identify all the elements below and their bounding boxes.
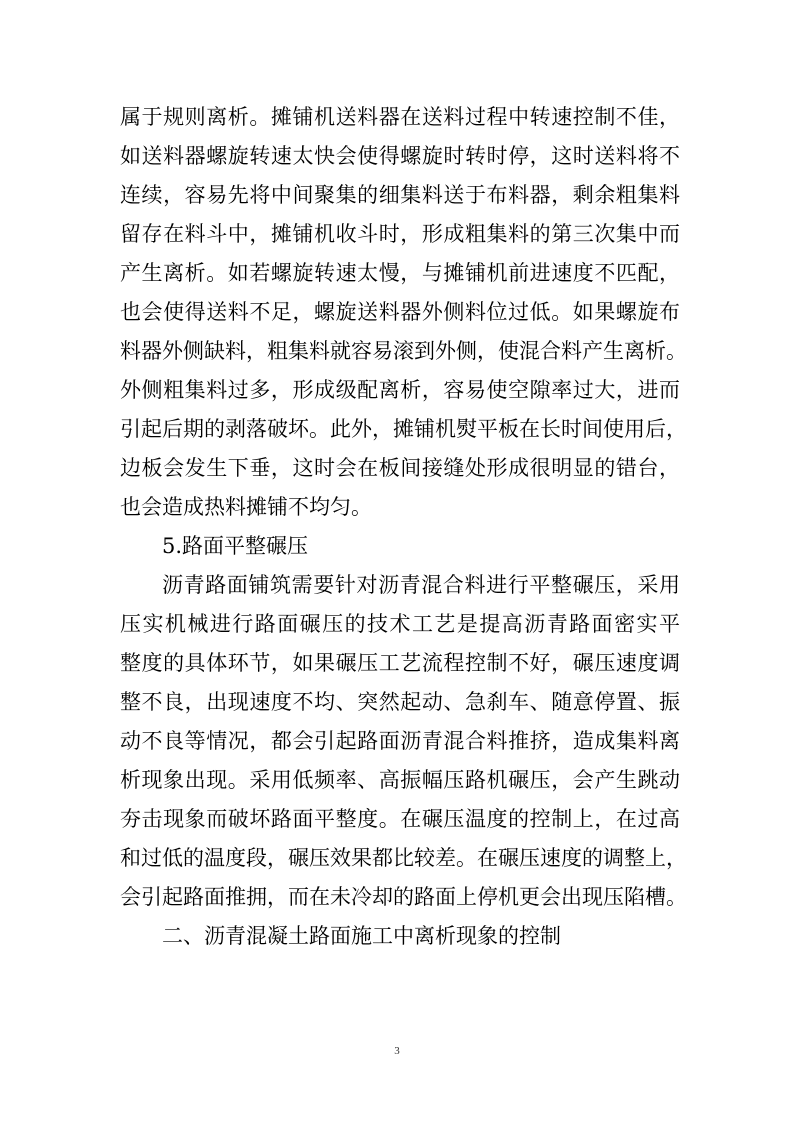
body-text-line: 也会造成热料摊铺不均匀。 (120, 495, 372, 519)
body-text-line: 会引起路面推拥，而在未冷却的路面上停机更会出现压陷槽。 (120, 885, 687, 909)
chapter-heading: 二、沥青混凝土路面施工中离析现象的控制 (162, 924, 561, 948)
body-text-line: 和过低的温度段，碾压效果都比较差。在碾压速度的调整上， (120, 846, 687, 870)
body-text-line: 压实机械进行路面碾压的技术工艺是提高沥青路面密实平 (120, 612, 680, 636)
body-text-line: 如送料器螺旋转速太快会使得螺旋时转时停，这时送料将不 (120, 144, 680, 168)
body-text-line: 边板会发生下垂，这时会在板间接缝处形成很明显的错台， (120, 456, 680, 480)
body-text-line: 连续，容易先将中间聚集的细集料送于布料器，剩余粗集料 (120, 183, 680, 207)
body-text-line: 析现象出现。采用低频率、高振幅压路机碾压，会产生跳动 (120, 768, 680, 792)
body-text-line: 属于规则离析。摊铺机送料器在送料过程中转速控制不佳， (120, 105, 680, 129)
body-text-line: 外侧粗集料过多，形成级配离析，容易使空隙率过大，进而 (120, 378, 680, 402)
body-text-line: 整度的具体环节，如果碾压工艺流程控制不好，碾压速度调 (120, 651, 680, 675)
body-text-line: 动不良等情况，都会引起路面沥青混合料推挤，造成集料离 (120, 729, 680, 753)
page-number: 3 (394, 1045, 400, 1057)
body-text-line: 留存在料斗中，摊铺机收斗时，形成粗集料的第三次集中而 (120, 222, 680, 246)
body-text-line: 料器外侧缺料，粗集料就容易滚到外侧，使混合料产生离析。 (120, 339, 687, 363)
paragraph-first-line: 沥青路面铺筑需要针对沥青混合料进行平整碾压，采用 (162, 573, 680, 597)
body-text-line: 整不良，出现速度不均、突然起动、急刹车、随意停置、振 (120, 690, 680, 714)
body-text-line: 夯击现象而破坏路面平整度。在碾压温度的控制上，在过高 (120, 807, 680, 831)
section-heading: 5.路面平整碾压 (162, 534, 309, 558)
body-text-line: 引起后期的剥落破坏。此外，摊铺机熨平板在长时间使用后， (120, 417, 687, 441)
body-text-line: 也会使得送料不足，螺旋送料器外侧料位过低。如果螺旋布 (120, 300, 680, 324)
body-text-line: 产生离析。如若螺旋转速太慢，与摊铺机前进速度不匹配， (120, 261, 680, 285)
